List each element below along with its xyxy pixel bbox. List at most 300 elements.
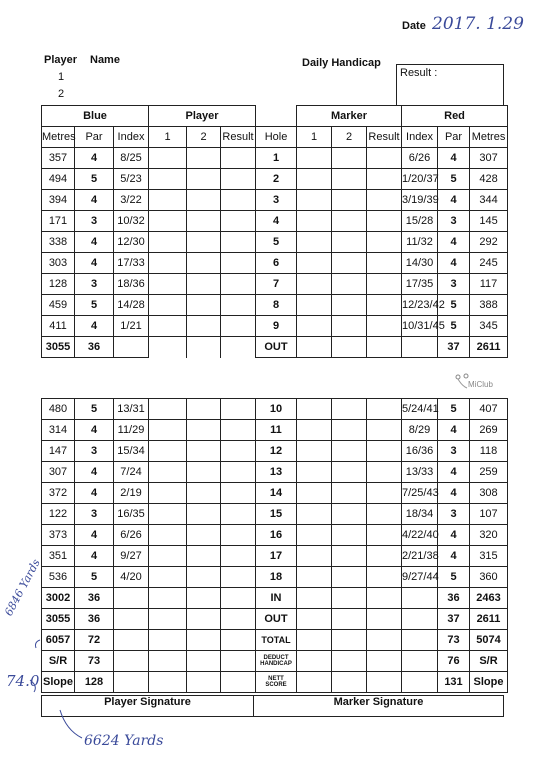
blue-metres: 373 bbox=[42, 525, 75, 546]
marker-result[interactable] bbox=[367, 190, 402, 211]
marker-result[interactable] bbox=[367, 274, 402, 295]
marker-score-2[interactable] bbox=[332, 316, 367, 337]
blue-index: 4/20 bbox=[114, 567, 149, 588]
hole-number: 18 bbox=[256, 567, 297, 588]
blue-par: 4 bbox=[75, 316, 114, 337]
marker-score-1[interactable] bbox=[297, 295, 332, 316]
red-metres: 259 bbox=[470, 462, 508, 483]
col-red-index: Index bbox=[402, 127, 438, 148]
blue-metres: 122 bbox=[42, 504, 75, 525]
marker-result[interactable] bbox=[367, 483, 402, 504]
red-metres: 107 bbox=[470, 504, 508, 525]
col-marker-1: 1 bbox=[297, 127, 332, 148]
red-index: 7/25/43 bbox=[402, 483, 438, 504]
red-par: 5 bbox=[438, 169, 470, 190]
blue-par: 4 bbox=[75, 462, 114, 483]
marker-score-1[interactable] bbox=[297, 420, 332, 441]
marker-score-2[interactable] bbox=[332, 232, 367, 253]
player-result[interactable] bbox=[221, 169, 256, 190]
blue-metres: 128 bbox=[42, 274, 75, 295]
red-metres: 145 bbox=[470, 211, 508, 232]
red-metres: 428 bbox=[470, 169, 508, 190]
marker-score-1[interactable] bbox=[297, 399, 332, 420]
total-red-metres: 5074 bbox=[470, 630, 508, 651]
out2-red-metres: 2611 bbox=[470, 609, 508, 630]
marker-score-2[interactable] bbox=[332, 525, 367, 546]
blue-metres: 459 bbox=[42, 295, 75, 316]
marker-score-2[interactable] bbox=[332, 295, 367, 316]
out-red-par: 37 bbox=[438, 337, 470, 358]
out2-red-par: 37 bbox=[438, 609, 470, 630]
player-score-2[interactable] bbox=[187, 567, 221, 588]
red-par: 4 bbox=[438, 253, 470, 274]
marker-score-2[interactable] bbox=[332, 483, 367, 504]
red-index: 8/29 bbox=[402, 420, 438, 441]
marker-result[interactable] bbox=[367, 567, 402, 588]
hole-row bbox=[42, 316, 508, 337]
red-metres: 117 bbox=[470, 274, 508, 295]
player-score-2[interactable] bbox=[187, 525, 221, 546]
blue-metres: 411 bbox=[42, 316, 75, 337]
red-index: 15/28 bbox=[402, 211, 438, 232]
blue-index: 17/33 bbox=[114, 253, 149, 274]
hole-number: 4 bbox=[256, 211, 297, 232]
marker-result[interactable] bbox=[367, 316, 402, 337]
player-result[interactable] bbox=[221, 525, 256, 546]
nett-label-2: SCORE bbox=[265, 682, 287, 688]
blue-metres: 394 bbox=[42, 190, 75, 211]
player-label: Player bbox=[44, 54, 78, 66]
red-index: 12/23/42 bbox=[402, 295, 438, 316]
blue-metres: 147 bbox=[42, 441, 75, 462]
marker-result[interactable] bbox=[367, 441, 402, 462]
marker-result[interactable] bbox=[367, 148, 402, 169]
player-score-2[interactable] bbox=[187, 441, 221, 462]
deduct-label-2: HANDICAP bbox=[260, 661, 292, 667]
marker-score-1[interactable] bbox=[297, 190, 332, 211]
player-score-2[interactable] bbox=[187, 420, 221, 441]
player-result[interactable] bbox=[221, 190, 256, 211]
result-label: Result : bbox=[400, 67, 438, 79]
red-index: 14/30 bbox=[402, 253, 438, 274]
player-score-1[interactable] bbox=[149, 253, 187, 274]
red-par: 4 bbox=[438, 525, 470, 546]
sr-red-value: 76 bbox=[438, 651, 470, 672]
blue-par: 5 bbox=[75, 399, 114, 420]
marker-result[interactable] bbox=[367, 420, 402, 441]
marker-result[interactable] bbox=[367, 295, 402, 316]
hole-number: 11 bbox=[256, 420, 297, 441]
player-result[interactable] bbox=[221, 504, 256, 525]
out-label: OUT bbox=[256, 337, 297, 358]
slope-blue-label: Slope bbox=[42, 672, 75, 693]
player-result[interactable] bbox=[221, 211, 256, 232]
marker-score-1[interactable] bbox=[297, 567, 332, 588]
blue-index: 12/30 bbox=[114, 232, 149, 253]
blue-metres: 338 bbox=[42, 232, 75, 253]
total-red-par: 73 bbox=[438, 630, 470, 651]
hole-number: 10 bbox=[256, 399, 297, 420]
marker-score-2[interactable] bbox=[332, 399, 367, 420]
deduct-handicap-label bbox=[256, 651, 297, 672]
player-score-2[interactable] bbox=[187, 483, 221, 504]
hole-number: 9 bbox=[256, 316, 297, 337]
blue-par: 5 bbox=[75, 567, 114, 588]
hole-number: 6 bbox=[256, 253, 297, 274]
hole-number: 7 bbox=[256, 274, 297, 295]
red-metres: 307 bbox=[470, 148, 508, 169]
marker-score-1[interactable] bbox=[297, 316, 332, 337]
blue-index: 7/24 bbox=[114, 462, 149, 483]
in-label: IN bbox=[256, 588, 297, 609]
result-box[interactable] bbox=[396, 64, 504, 106]
blue-par: 4 bbox=[75, 253, 114, 274]
player-score-2[interactable] bbox=[187, 232, 221, 253]
blue-index: 3/22 bbox=[114, 190, 149, 211]
player-score-2[interactable] bbox=[187, 253, 221, 274]
red-par: 4 bbox=[438, 148, 470, 169]
player-score-1[interactable] bbox=[149, 190, 187, 211]
marker-score-2[interactable] bbox=[332, 546, 367, 567]
player-score-2[interactable] bbox=[187, 546, 221, 567]
marker-result[interactable] bbox=[367, 232, 402, 253]
red-par: 5 bbox=[438, 567, 470, 588]
player-score-1[interactable] bbox=[149, 148, 187, 169]
blue-par: 4 bbox=[75, 148, 114, 169]
blue-index: 8/25 bbox=[114, 148, 149, 169]
handwritten-rating: 74.0 bbox=[6, 672, 40, 690]
marker-score-2[interactable] bbox=[332, 420, 367, 441]
red-index: 10/31/45 bbox=[402, 316, 438, 337]
red-metres: 269 bbox=[470, 420, 508, 441]
red-metres: 345 bbox=[470, 316, 508, 337]
blue-metres: 307 bbox=[42, 462, 75, 483]
red-par: 4 bbox=[438, 462, 470, 483]
hole-row bbox=[42, 253, 508, 274]
blue-par: 5 bbox=[75, 169, 114, 190]
name-label: Name bbox=[90, 54, 120, 66]
out-blue-par: 36 bbox=[75, 337, 114, 358]
hole-number: 13 bbox=[256, 462, 297, 483]
blue-index: 14/28 bbox=[114, 295, 149, 316]
marker-score-1[interactable] bbox=[297, 462, 332, 483]
slope-red-value: 131 bbox=[438, 672, 470, 693]
red-par: 4 bbox=[438, 420, 470, 441]
red-metres: 308 bbox=[470, 483, 508, 504]
miclub-logo bbox=[452, 372, 502, 392]
blue-par: 4 bbox=[75, 420, 114, 441]
blue-metres: 480 bbox=[42, 399, 75, 420]
nett-label-1: NETT bbox=[268, 676, 284, 682]
marker-score-2[interactable] bbox=[332, 462, 367, 483]
blue-metres: 171 bbox=[42, 211, 75, 232]
marker-score-1[interactable] bbox=[297, 169, 332, 190]
marker-signature-field[interactable] bbox=[254, 696, 504, 717]
in-red-metres: 2463 bbox=[470, 588, 508, 609]
col-marker-result: Result bbox=[367, 127, 402, 148]
deduct-label-1: DEDUCT bbox=[263, 655, 289, 661]
player-score-1[interactable] bbox=[149, 546, 187, 567]
player-score-1[interactable] bbox=[149, 462, 187, 483]
red-index: 13/33 bbox=[402, 462, 438, 483]
blue-index: 2/19 bbox=[114, 483, 149, 504]
in-blue-par: 36 bbox=[75, 588, 114, 609]
marker-score-1[interactable] bbox=[297, 441, 332, 462]
handwritten-yards-2: 6624 Yards bbox=[84, 733, 164, 749]
hole-row bbox=[42, 441, 508, 462]
red-par: 4 bbox=[438, 546, 470, 567]
red-metres: 388 bbox=[470, 295, 508, 316]
col-player-result: Result bbox=[221, 127, 256, 148]
hole-row bbox=[42, 546, 508, 567]
col-red-metres: Metres bbox=[470, 127, 508, 148]
player-result[interactable] bbox=[221, 274, 256, 295]
player-score-1[interactable] bbox=[149, 441, 187, 462]
marker-signature-label: Marker Signature bbox=[333, 696, 424, 708]
hole-number: 16 bbox=[256, 525, 297, 546]
blue-metres: 303 bbox=[42, 253, 75, 274]
red-metres: 315 bbox=[470, 546, 508, 567]
red-metres: 292 bbox=[470, 232, 508, 253]
out-red-metres: 2611 bbox=[470, 337, 508, 358]
player-result[interactable] bbox=[221, 232, 256, 253]
blue-par: 3 bbox=[75, 211, 114, 232]
front-nine-table bbox=[41, 105, 508, 358]
player-score-1[interactable] bbox=[149, 567, 187, 588]
red-par: 4 bbox=[438, 190, 470, 211]
marker-result[interactable] bbox=[367, 253, 402, 274]
date-label: Date bbox=[402, 20, 426, 32]
blue-index: 13/31 bbox=[114, 399, 149, 420]
red-metres: 344 bbox=[470, 190, 508, 211]
hole-row bbox=[42, 420, 508, 441]
in-blue-metres: 3002 bbox=[42, 588, 75, 609]
hole-row bbox=[42, 483, 508, 504]
blue-par: 3 bbox=[75, 441, 114, 462]
blue-par: 4 bbox=[75, 525, 114, 546]
marker-score-2[interactable] bbox=[332, 169, 367, 190]
out2-label: OUT bbox=[256, 609, 297, 630]
marker-score-2[interactable] bbox=[332, 274, 367, 295]
marker-score-2[interactable] bbox=[332, 148, 367, 169]
hole-number: 15 bbox=[256, 504, 297, 525]
marker-score-2[interactable] bbox=[332, 567, 367, 588]
red-par: 3 bbox=[438, 504, 470, 525]
player-score-1[interactable] bbox=[149, 483, 187, 504]
hole-number: 3 bbox=[256, 190, 297, 211]
player-score-2[interactable] bbox=[187, 399, 221, 420]
player-signature-label: Player Signature bbox=[104, 696, 191, 708]
player-result[interactable] bbox=[221, 567, 256, 588]
hole-row bbox=[42, 504, 508, 525]
col-marker-2: 2 bbox=[332, 127, 367, 148]
red-index: 3/19/39 bbox=[402, 190, 438, 211]
player-score-2[interactable] bbox=[187, 504, 221, 525]
sr-blue-label: S/R bbox=[42, 651, 75, 672]
marker-score-1[interactable] bbox=[297, 274, 332, 295]
hole-row bbox=[42, 462, 508, 483]
daily-handicap-label: Daily Handicap bbox=[302, 57, 381, 69]
blue-index: 15/34 bbox=[114, 441, 149, 462]
blue-metres: 536 bbox=[42, 567, 75, 588]
section-player: Player bbox=[149, 106, 256, 127]
hole-row bbox=[42, 525, 508, 546]
sr-red-label: S/R bbox=[470, 651, 508, 672]
blue-metres: 351 bbox=[42, 546, 75, 567]
hole-row bbox=[42, 295, 508, 316]
player-1-number: 1 bbox=[58, 71, 65, 83]
red-index: 18/34 bbox=[402, 504, 438, 525]
red-par: 3 bbox=[438, 274, 470, 295]
hole-row bbox=[42, 190, 508, 211]
marker-score-1[interactable] bbox=[297, 504, 332, 525]
handwritten-pen-strokes bbox=[0, 580, 120, 750]
marker-score-1[interactable] bbox=[297, 232, 332, 253]
red-metres: 320 bbox=[470, 525, 508, 546]
marker-score-1[interactable] bbox=[297, 148, 332, 169]
total-label: TOTAL bbox=[256, 630, 297, 651]
col-red-par: Par bbox=[438, 127, 470, 148]
player-result[interactable] bbox=[221, 441, 256, 462]
blue-metres: 357 bbox=[42, 148, 75, 169]
red-metres: 360 bbox=[470, 567, 508, 588]
in-red-par: 36 bbox=[438, 588, 470, 609]
marker-score-2[interactable] bbox=[332, 190, 367, 211]
red-par: 5 bbox=[438, 316, 470, 337]
red-par: 5 bbox=[438, 295, 470, 316]
red-metres: 407 bbox=[470, 399, 508, 420]
player-score-2[interactable] bbox=[187, 190, 221, 211]
player-score-1[interactable] bbox=[149, 525, 187, 546]
col-metres: Metres bbox=[42, 127, 75, 148]
player-result[interactable] bbox=[221, 546, 256, 567]
player-2-number: 2 bbox=[58, 88, 65, 100]
player-score-2[interactable] bbox=[187, 295, 221, 316]
blue-metres: 494 bbox=[42, 169, 75, 190]
player-result[interactable] bbox=[221, 483, 256, 504]
red-par: 4 bbox=[438, 483, 470, 504]
marker-score-2[interactable] bbox=[332, 253, 367, 274]
player-result[interactable] bbox=[221, 420, 256, 441]
nett-score-label bbox=[256, 672, 297, 693]
marker-score-1[interactable] bbox=[297, 253, 332, 274]
player-score-1[interactable] bbox=[149, 232, 187, 253]
blue-par: 4 bbox=[75, 483, 114, 504]
hole-number: 1 bbox=[256, 148, 297, 169]
hole-number: 2 bbox=[256, 169, 297, 190]
player-result[interactable] bbox=[221, 253, 256, 274]
sr-blue-value: 73 bbox=[75, 651, 114, 672]
blue-index: 11/29 bbox=[114, 420, 149, 441]
player-score-1[interactable] bbox=[149, 420, 187, 441]
red-par: 5 bbox=[438, 399, 470, 420]
hole-number: 12 bbox=[256, 441, 297, 462]
miclub-logo-text: MiClub bbox=[468, 380, 493, 389]
blue-metres: 314 bbox=[42, 420, 75, 441]
hole-row bbox=[42, 169, 508, 190]
out2-blue-par: 36 bbox=[75, 609, 114, 630]
hole-row bbox=[42, 211, 508, 232]
red-index: 17/35 bbox=[402, 274, 438, 295]
marker-score-1[interactable] bbox=[297, 546, 332, 567]
red-index: 1/20/37 bbox=[402, 169, 438, 190]
marker-result[interactable] bbox=[367, 546, 402, 567]
player-score-2[interactable] bbox=[187, 462, 221, 483]
blue-par: 3 bbox=[75, 274, 114, 295]
player-result[interactable] bbox=[221, 399, 256, 420]
marker-result[interactable] bbox=[367, 169, 402, 190]
red-metres: 245 bbox=[470, 253, 508, 274]
player-result[interactable] bbox=[221, 316, 256, 337]
player-score-2[interactable] bbox=[187, 274, 221, 295]
player-score-2[interactable] bbox=[187, 148, 221, 169]
marker-score-1[interactable] bbox=[297, 525, 332, 546]
player-score-1[interactable] bbox=[149, 295, 187, 316]
blue-index: 1/21 bbox=[114, 316, 149, 337]
slope-red-label: Slope bbox=[470, 672, 508, 693]
col-index: Index bbox=[114, 127, 149, 148]
player-score-1[interactable] bbox=[149, 399, 187, 420]
marker-result[interactable] bbox=[367, 211, 402, 232]
player-result[interactable] bbox=[221, 462, 256, 483]
red-index: 2/21/38 bbox=[402, 546, 438, 567]
marker-score-1[interactable] bbox=[297, 483, 332, 504]
marker-score-2[interactable] bbox=[332, 441, 367, 462]
col-par: Par bbox=[75, 127, 114, 148]
red-par: 3 bbox=[438, 441, 470, 462]
player-score-2[interactable] bbox=[187, 211, 221, 232]
player-score-1[interactable] bbox=[149, 274, 187, 295]
red-index: 6/26 bbox=[402, 148, 438, 169]
player-score-2[interactable] bbox=[187, 316, 221, 337]
player-score-1[interactable] bbox=[149, 169, 187, 190]
marker-result[interactable] bbox=[367, 462, 402, 483]
marker-score-2[interactable] bbox=[332, 211, 367, 232]
blue-metres: 372 bbox=[42, 483, 75, 504]
date-handwritten: 2017. 1.29 bbox=[432, 14, 524, 34]
player-result[interactable] bbox=[221, 295, 256, 316]
hole-row bbox=[42, 148, 508, 169]
blue-par: 4 bbox=[75, 546, 114, 567]
blue-par: 5 bbox=[75, 295, 114, 316]
out2-blue-metres: 3055 bbox=[42, 609, 75, 630]
player-score-1[interactable] bbox=[149, 504, 187, 525]
hole-row bbox=[42, 274, 508, 295]
player-score-1[interactable] bbox=[149, 211, 187, 232]
player-result[interactable] bbox=[221, 148, 256, 169]
player-score-2[interactable] bbox=[187, 169, 221, 190]
total-blue-par: 72 bbox=[75, 630, 114, 651]
red-par: 4 bbox=[438, 232, 470, 253]
blue-index: 16/35 bbox=[114, 504, 149, 525]
red-metres: 118 bbox=[470, 441, 508, 462]
col-player-2: 2 bbox=[187, 127, 221, 148]
player-score-1[interactable] bbox=[149, 316, 187, 337]
handwritten-yards-1: 6846 Yards bbox=[2, 556, 43, 619]
red-index: 9/27/44 bbox=[402, 567, 438, 588]
hole-number: 17 bbox=[256, 546, 297, 567]
red-index: 5/24/41 bbox=[402, 399, 438, 420]
marker-score-2[interactable] bbox=[332, 504, 367, 525]
marker-result[interactable] bbox=[367, 504, 402, 525]
marker-score-1[interactable] bbox=[297, 211, 332, 232]
out-blue-metres: 3055 bbox=[42, 337, 75, 358]
marker-result[interactable] bbox=[367, 399, 402, 420]
total-blue-metres: 6057 bbox=[42, 630, 75, 651]
blue-index: 10/32 bbox=[114, 211, 149, 232]
marker-result[interactable] bbox=[367, 525, 402, 546]
hole-number: 8 bbox=[256, 295, 297, 316]
